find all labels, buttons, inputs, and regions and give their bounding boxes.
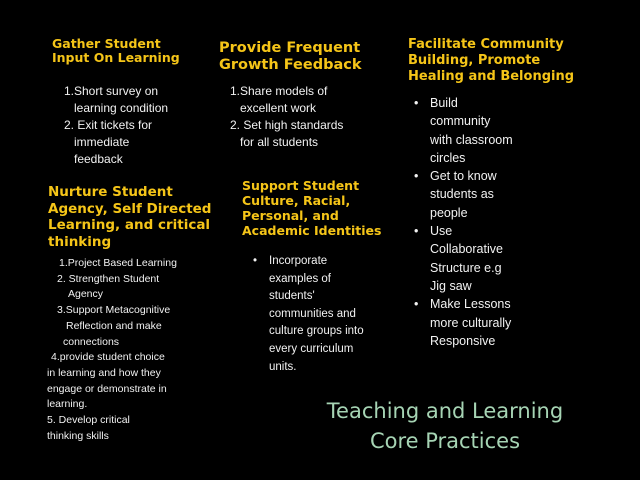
heading-line: Gather Student — [52, 36, 161, 51]
list-item-line: people — [430, 205, 468, 220]
heading-line: Culture, Racial, — [242, 193, 351, 208]
list-nurture-student-agency — [47, 256, 177, 444]
list-item: thinking skills — [47, 429, 109, 442]
heading-student-identities — [242, 178, 381, 238]
list-item-line: • Get to know — [430, 169, 497, 184]
list-item-line: Responsive — [430, 333, 496, 348]
list-item-line: community — [430, 114, 491, 129]
list-item — [247, 253, 364, 376]
heading-line: Provide Frequent — [219, 40, 361, 56]
heading-community-building — [408, 37, 574, 85]
list-item: for all students — [240, 135, 319, 149]
list-item: 4.provide student choice — [51, 351, 165, 364]
list-item: learning condition — [74, 101, 169, 115]
list-item: 2. Set high standards — [230, 118, 344, 132]
list-item-line: communities and — [269, 307, 356, 320]
slide-title — [300, 396, 590, 456]
list-item-line: Jig saw — [430, 278, 472, 293]
list-item: 5. Develop critical — [47, 414, 130, 427]
heading-line: Personal, and — [242, 208, 339, 223]
heading-line: Healing and Belonging — [408, 69, 575, 84]
heading-line: Learning, and critical — [48, 217, 211, 233]
heading-line: Facilitate Community — [408, 37, 564, 52]
heading-line: Academic Identities — [242, 223, 382, 238]
list-item: immediate — [74, 135, 130, 149]
list-item: in learning and how they — [47, 366, 161, 379]
list-item-line: culture groups into — [269, 325, 364, 338]
list-item-line: examples of — [269, 272, 332, 285]
bullets-student-identities — [247, 253, 364, 376]
list-item-line: Structure e.g — [430, 260, 502, 275]
heading-line: Building, Promote — [408, 53, 541, 68]
heading-nurture-student-agency — [48, 184, 211, 250]
list-item-line: students as — [430, 187, 494, 202]
heading-line: Support Student — [242, 178, 360, 193]
list-item: Reflection and make — [66, 319, 162, 332]
list-item: learning. — [47, 398, 88, 411]
list-item-line: students' — [269, 290, 315, 303]
list-item: 1.Share models of — [230, 84, 328, 98]
list-item-line: circles — [430, 150, 466, 165]
heading-growth-feedback — [219, 40, 361, 74]
list-item: 1.Project Based Learning — [59, 257, 177, 269]
list-item: 2. Exit tickets for — [64, 118, 153, 132]
list-item-line: • Incorporate — [269, 255, 328, 267]
list-item: 1.Short survey on — [64, 84, 159, 98]
heading-line: thinking — [48, 233, 112, 250]
list-item — [408, 94, 513, 167]
list-growth-feedback — [228, 83, 343, 151]
list-item — [408, 167, 513, 222]
list-item-line: units. — [269, 360, 297, 373]
list-item-line: Collaborative — [430, 242, 503, 257]
list-gather-student-input — [60, 83, 168, 168]
title-line: Teaching and Learning — [326, 399, 564, 423]
heading-line: Agency, Self Directed — [48, 200, 212, 217]
list-item-line: with classroom — [430, 132, 513, 147]
list-item-line: more culturally — [430, 315, 512, 330]
list-item-line: • Build — [430, 96, 458, 110]
list-item — [408, 295, 513, 350]
list-item-line: every curriculum — [269, 342, 354, 355]
list-item: Agency — [68, 288, 104, 301]
list-item: excellent work — [240, 101, 317, 115]
heading-line: Growth Feedback — [219, 57, 362, 73]
heading-gather-student-input — [52, 37, 180, 65]
list-item: feedback — [74, 152, 123, 166]
list-item: 2. Strengthen Student — [57, 272, 160, 285]
list-item: 3.Support Metacognitive — [57, 304, 171, 317]
heading-line: Input On Learning — [52, 50, 180, 65]
title-line: Core Practices — [369, 429, 521, 453]
list-item — [408, 222, 513, 295]
list-item: engage or demonstrate in — [47, 382, 167, 395]
bullets-community-building — [408, 94, 513, 350]
list-item: connections — [63, 335, 120, 348]
heading-line: Nurture Student — [48, 184, 173, 200]
list-item-line: • Make Lessons — [430, 297, 511, 312]
list-item-line: • Use — [430, 224, 453, 239]
